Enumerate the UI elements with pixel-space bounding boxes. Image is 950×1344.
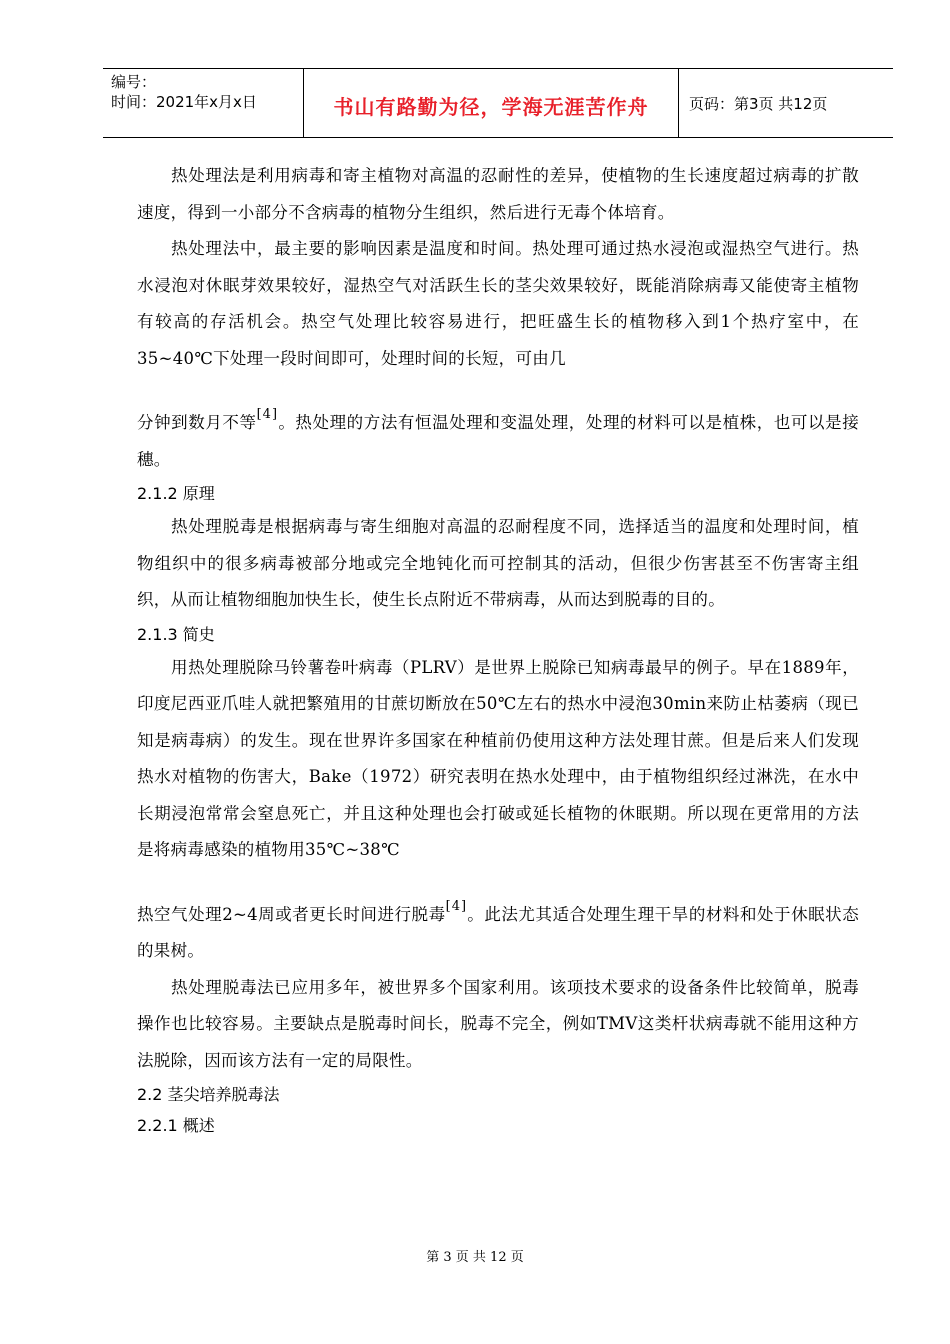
date-label: 时间：2021年x月x日 bbox=[111, 93, 257, 111]
paragraph-text: 。此法尤其适合处理生理干旱的材料和处于休眠状态的果树。 bbox=[137, 904, 859, 960]
spacer bbox=[137, 869, 859, 889]
header-center-cell bbox=[304, 69, 679, 137]
paragraph-text: 用热处理脱除马铃薯卷叶病毒（PLRV）是世界上脱除已知病毒最早的例子。早在1889年，印度尼西亚爪哇人就把繁殖用的甘蔗切断放在50℃左右的热水中浸泡30min来防止枯萎病（现已知是病毒病）的发生。现在世界许多国家在种植前仍使用这种方法处理甘蔗。但是后来人们发现热水对植物的伤害大，Bake（1972）研究表明在热水处理中，由于植物组织经过淋洗，在水中长期浸泡常常会窒息死亡，并且这种处理也会打破或延长植物的休眠期。所以现在更常用的方法是将病毒感染的植物用35℃~38℃ bbox=[137, 657, 859, 859]
citation-ref: [4] bbox=[445, 898, 468, 914]
paragraph bbox=[137, 650, 859, 970]
section-heading: 2.1.3 简史 bbox=[137, 624, 215, 644]
paragraph-text: 分钟到数月不等 bbox=[137, 413, 257, 432]
page-footer: 第 3 页 共 12 页 bbox=[426, 1250, 524, 1265]
paragraph-text: 。热处理的方法有恒温处理和变温处理，处理的材料可以是植株，也可以是接穗。 bbox=[137, 413, 859, 469]
serial-label: 编号： bbox=[111, 73, 157, 91]
paragraph bbox=[137, 231, 859, 478]
section-heading: 2.2 茎尖培养脱毒法 bbox=[137, 1085, 280, 1104]
section-heading: 2.1.2 原理 bbox=[137, 484, 215, 503]
paragraph-text: 热处理法中，最主要的影响因素是温度和时间。热处理可通过热水浸泡或湿热空气进行。热水浸泡对休眠芽效果较好，湿热空气对活跃生长的茎尖效果较好，既能消除病毒又能使寄主植物有较高的存活机会。热空气处理比较容易进行，把旺盛生长的植物移入到1个热疗室中，在35~40℃下处理一段时间即可，处理时间的长短，可由几 bbox=[137, 239, 859, 368]
paragraph-text: 热空气处理2~4周或者更长时间进行脱毒 bbox=[137, 904, 446, 924]
paragraph: 热处理法是利用病毒和寄主植物对高温的忍耐性的差异，使植物的生长速度超过病毒的扩散速度，得到一小部分不含病毒的植物分生组织，然后进行无毒个体培育。 bbox=[137, 166, 859, 222]
citation-ref: [4] bbox=[256, 407, 279, 422]
header-table bbox=[103, 68, 893, 138]
paragraph: 热处理脱毒是根据病毒与寄生细胞对高温的忍耐程度不同，选择适当的温度和处理时间，植物组织中的很多病毒被部分地或完全地钝化而可控制其的活动，但很少伤害甚至不伤害寄主组织，从而让植物细胞加快生长，使生长点附近不带病毒，从而达到脱毒的目的。 bbox=[137, 517, 859, 609]
header-page-label: 页码：第3页 共12页 bbox=[689, 95, 828, 113]
section-heading: 2.2.1 概述 bbox=[137, 1116, 215, 1135]
header-right-cell bbox=[679, 69, 893, 137]
document-body bbox=[137, 158, 859, 1141]
header-motto: 书山有路勤为径，学海无涯苦作舟 bbox=[333, 95, 649, 119]
header-left-cell bbox=[103, 69, 304, 137]
spacer bbox=[137, 377, 859, 397]
paragraph: 热处理脱毒法已应用多年，被世界多个国家利用。该项技术要求的设备条件比较简单，脱毒操作也比较容易。主要缺点是脱毒时间长，脱毒不完全，例如TMV这类杆状病毒就不能用这种方法脱除，因而该方法有一定的局限性。 bbox=[137, 977, 859, 1070]
